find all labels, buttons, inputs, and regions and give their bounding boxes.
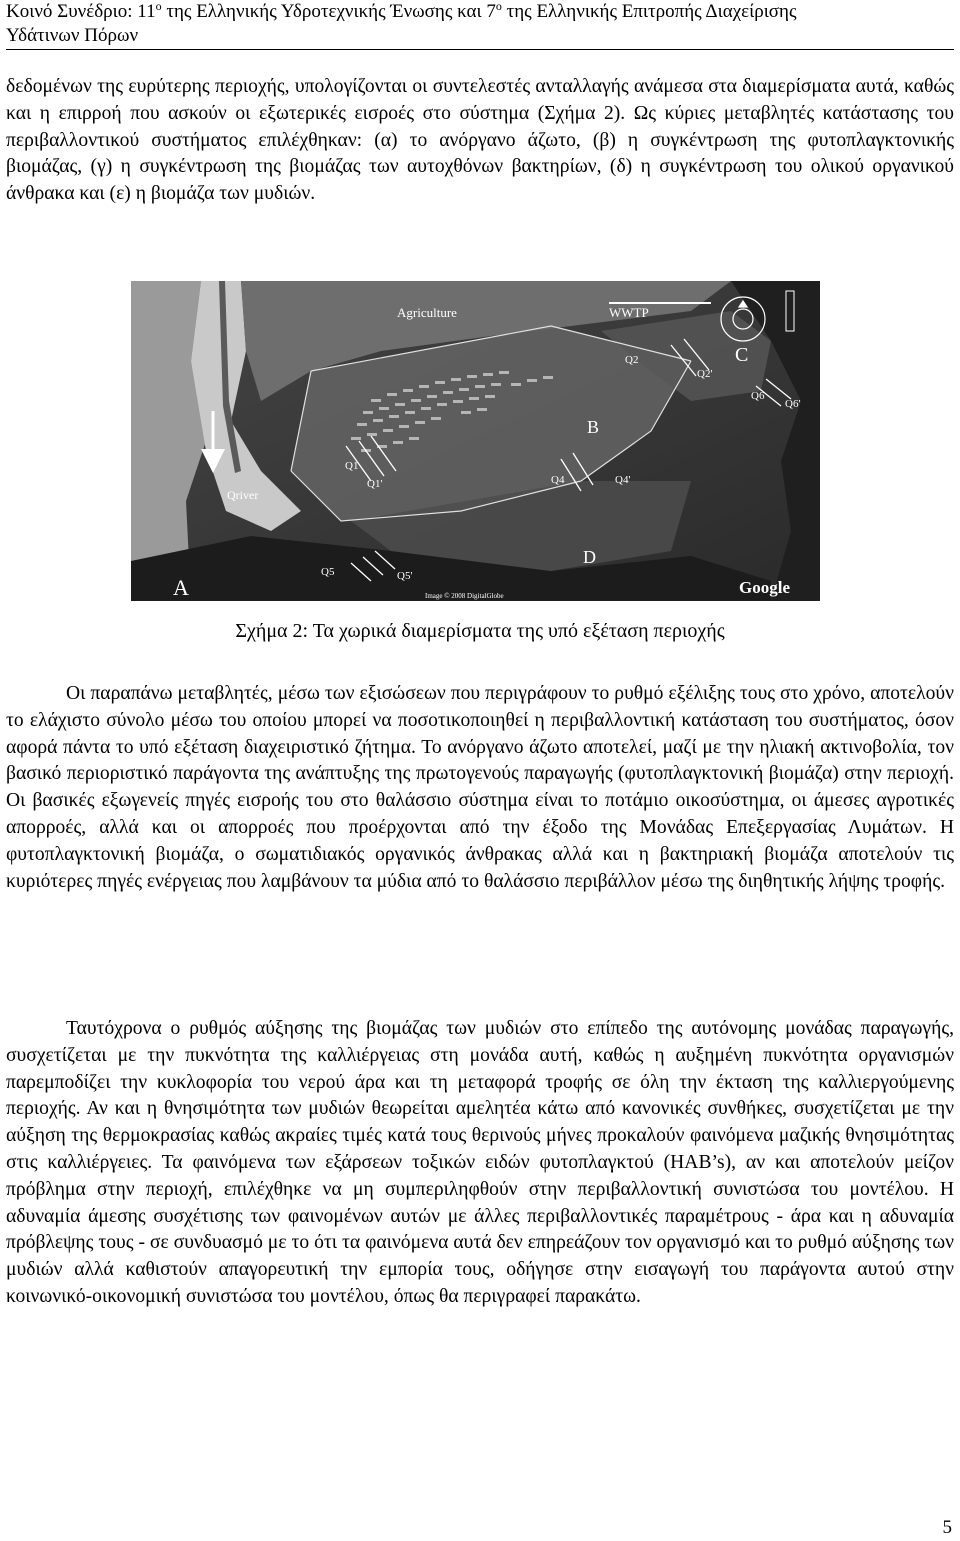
label-q1-prime: Q1' bbox=[367, 478, 383, 490]
label-wwtp: WWTP bbox=[609, 305, 649, 320]
label-agriculture: Agriculture bbox=[397, 305, 457, 320]
label-q6-prime: Q6' bbox=[785, 398, 801, 410]
label-q4: Q4 bbox=[551, 474, 565, 486]
label-q5: Q5 bbox=[321, 566, 335, 578]
label-zone-c: C bbox=[735, 344, 749, 366]
figure-satellite-map bbox=[131, 281, 820, 601]
body-paragraph-2: Ταυτόχρονα ο ρυθμός αύξησης της βιομάζας των μυδιών στο επίπεδο της αυτόνομης μονάδας παραγωγής, συσχετίζεται με την πυκνότητα της καλλιέργειας στη μονάδα αυτή, καθώς η αυξημένη πυκνότητα οργανισμών παρεμποδίζει την κυκλοφορία του νερού άρα και τη μεταφορά τροφής σε όλη την έκταση της καλλιεργούμενης περιοχής. Αν και η θνησιμότητα των μυδιών θεωρείται αμελητέα κάτω από κανονικές συνθήκες, συσχετίζεται με την αύξηση της θερμοκρασίας καθώς ακραίες τιμές κατά τους θερινούς μήνες προκαλούν φαινόμενα μαζικής θνησιμότητας στις καλλιέργειες. Τα φαινόμενα των εξάρσεων τοξικών ειδών φυτοπλαγκτού (HAB’s), αν και αποτελούν μείζον πρόβλημα στην περιοχή, επιλέχθηκε να μη συμπεριληφθούν στην περιβαλλοντική συνιστώσα του μοντέλου. Η αδυναμία άμεσης συσχέτισης των φαινομένων αυτών με άλλες περιβαλλοντικές παραμέτρους - άρα και η αδυναμία πρόβλεψης τους - σε συνδυασμό με το ότι τα φαινόμενα αυτά δεν επηρεάζουν τον οργανισμό και το ρυθμό αύξησης των μυδιών αλλά καθιστούν απαγορευτική την εμπορία τους, οδήγησε στην εισαγωγή του παράγοντα αυτού στην κοινωνικό-οικονομική συνιστώσα του μοντέλου, όπως θα περιγραφεί παρακάτω. bbox=[6, 1018, 954, 1307]
label-qriver: Qriver bbox=[227, 488, 259, 502]
google-logo: Google bbox=[739, 578, 790, 597]
label-q6: Q6 bbox=[751, 390, 765, 402]
label-q1: Q1 bbox=[345, 460, 359, 472]
header-rule bbox=[6, 49, 954, 50]
header-line-2: Υδάτινων Πόρων bbox=[6, 25, 139, 46]
label-q4-prime: Q4' bbox=[615, 474, 631, 486]
image-credit: Image © 2008 DigitalGlobe bbox=[425, 592, 504, 600]
intro-paragraph: δεδομένων της ευρύτερης περιοχής, υπολογίζονται οι συντελεστές ανταλλαγής ανάμεσα στα διαμερίσματα αυτά, καθώς και η επιρροή που ασκούν οι εξωτερικές εισροές στο σύστημα (Σχήμα 2). Ως κύριες μεταβλητές κατάστασης του περιβαλλοντικού συστήματος επιλέχθηκαν: (α) το ανόργανο άζωτο, (β) η συγκέντρωση της φυτοπλαγκτονικής βιομάζας, (γ) η συγκέντρωση της βιομάζας των αυτοχθόνων βακτηρίων, (δ) η συγκέντρωση του ολικού οργανικού άνθρακα και (ε) η βιομάζα των μυδιών. bbox=[6, 76, 954, 205]
label-q2-prime: Q2' bbox=[697, 368, 713, 380]
figure-caption: Σχήμα 2: Τα χωρικά διαμερίσματα της υπό εξέταση περιοχής bbox=[235, 620, 725, 642]
label-zone-a: A bbox=[173, 575, 189, 600]
page-number: 5 bbox=[942, 1517, 952, 1538]
body-paragraph-1: Οι παραπάνω μεταβλητές, μέσω των εξισώσεων που περιγράφουν το ρυθμό εξέλιξης τους στο χρόνο, αποτελούν το ελάχιστο σύνολο μέσω του οποίου μπορεί να ποσοτικοποιηθεί η περιβαλλοντική κατάσταση του συστήματος, όσον αφορά πάντα το υπό εξέταση διαχειριστικό ζήτημα. Το ανόργανο άζωτο αποτελεί, μαζί με την ηλιακή ακτινοβολία, τον βασικό περιοριστικό παράγοντα της ανάπτυξης της πρωτογενούς παραγωγής (φυτοπλαγκτονική βιομάζα) στην περιοχή. Οι βασικές εξωγενείς πηγές εισροής του στο θαλάσσιο σύστημα είναι το ποτάμιο οικοσύστημα, οι άμεσες αγροτικές απορροές, αλλά και οι απορροές που προέρχονται από την έξοδο της Μονάδας Επεξεργασίας Λυμάτων. Η φυτοπλαγκτονική βιομάζα, ο σωματιδιακός οργανικός άνθρακας αλλά και η βακτηριακή βιομάζα αποτελούν τις κυριότερες πηγές ενέργειας που λαμβάνουν τα μύδια από το θαλάσσιο περιβάλλον μέσω της διηθητικής λήψης τροφής. bbox=[6, 683, 954, 892]
header-line-1: Κοινό Συνέδριο: $11^o$ της Ελληνικής Υδροτεχνικής Ένωσης και $7^o$ της Ελληνικής Επιτροπής Διαχείρισης bbox=[6, 0, 797, 22]
map-graphic bbox=[131, 281, 820, 601]
label-q5-prime: Q5' bbox=[397, 570, 413, 582]
label-zone-d: D bbox=[583, 547, 596, 567]
label-q2: Q2 bbox=[625, 354, 639, 366]
running-header bbox=[6, 0, 954, 48]
label-zone-b: B bbox=[587, 417, 600, 437]
